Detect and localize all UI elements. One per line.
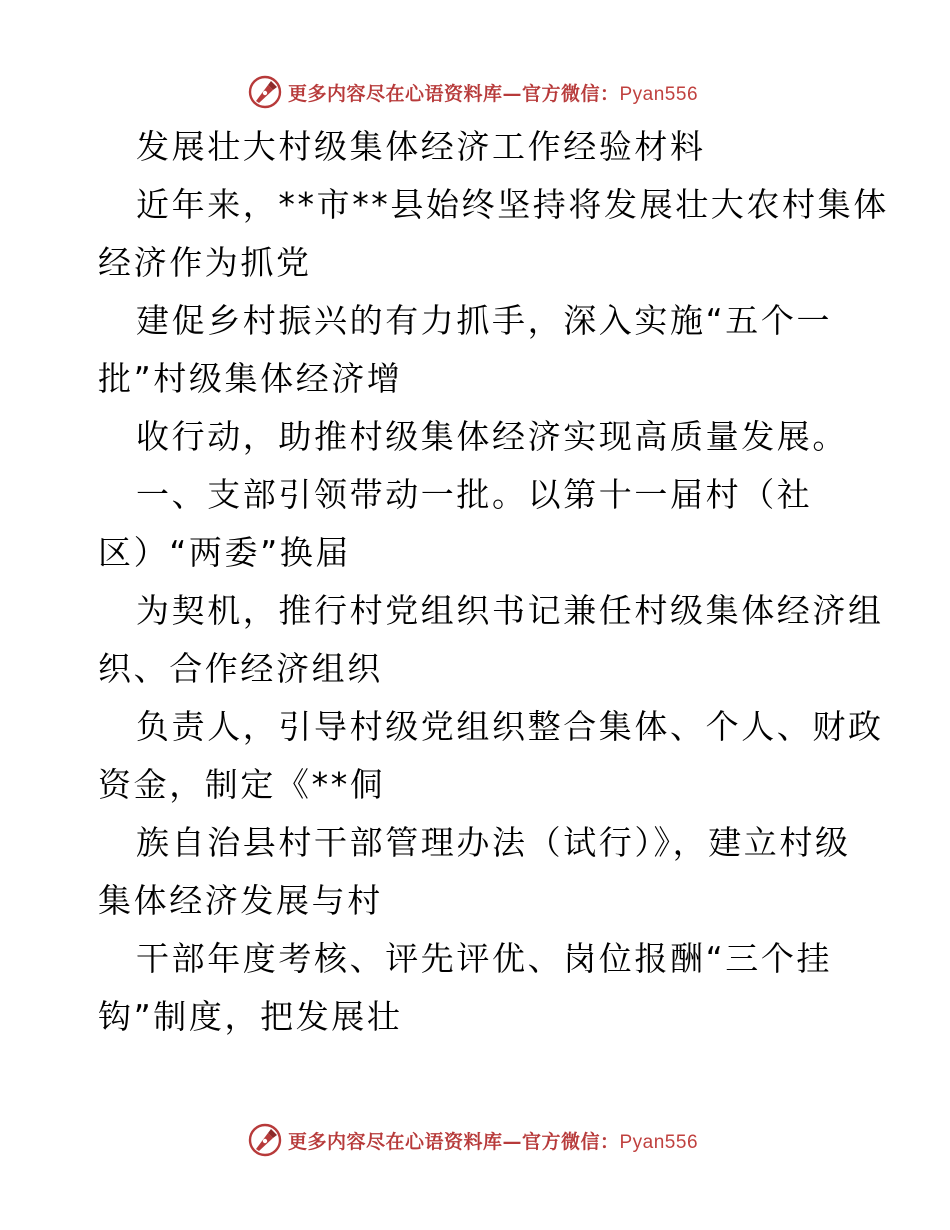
- body-line: 建促乡村振兴的有力抓手，深入实施“五个一: [136, 301, 833, 340]
- header-watermark-banner: [0, 72, 950, 112]
- body-line: 为契机，推行村党组织书记兼任村级集体经济组: [136, 591, 884, 630]
- body-line: 集体经济发展与村: [98, 881, 383, 920]
- document-title: 发展壮大村级集体经济工作经验材料: [136, 127, 706, 166]
- body-line: 收行动，助推村级集体经济实现高质量发展。: [136, 417, 848, 456]
- banner-slogan: 更多内容尽在心语资料库—官方微信：: [287, 82, 620, 105]
- banner-wechat-id: Pyan556: [619, 1131, 699, 1153]
- pen-nib-logo-icon: [248, 75, 282, 109]
- body-line: 批”村级集体经济增: [98, 359, 403, 398]
- body-line: 区）“两委”换届: [98, 533, 351, 572]
- body-line: 钩”制度，把发展壮: [98, 997, 403, 1036]
- body-line: 资金，制定《**侗: [98, 765, 386, 804]
- body-line: 近年来，**市**县始终坚持将发展壮大农村集体: [136, 185, 889, 224]
- footer-watermark-banner: [0, 1120, 950, 1160]
- body-line: 负责人，引导村级党组织整合集体、个人、财政: [136, 707, 884, 746]
- body-line: 干部年度考核、评先评优、岗位报酬“三个挂: [136, 939, 833, 978]
- body-line: 族自治县村干部管理办法（试行）》，建立村级: [136, 823, 851, 862]
- body-line: 经济作为抓党: [98, 243, 312, 282]
- banner-wechat-id: Pyan556: [619, 83, 699, 105]
- banner-slogan: 更多内容尽在心语资料库—官方微信：: [287, 1130, 620, 1153]
- body-line: 织、合作经济组织: [98, 649, 383, 688]
- pen-nib-logo-icon: [248, 1123, 282, 1157]
- body-line: 一、支部引领带动一批。以第十一届村（社: [136, 475, 813, 514]
